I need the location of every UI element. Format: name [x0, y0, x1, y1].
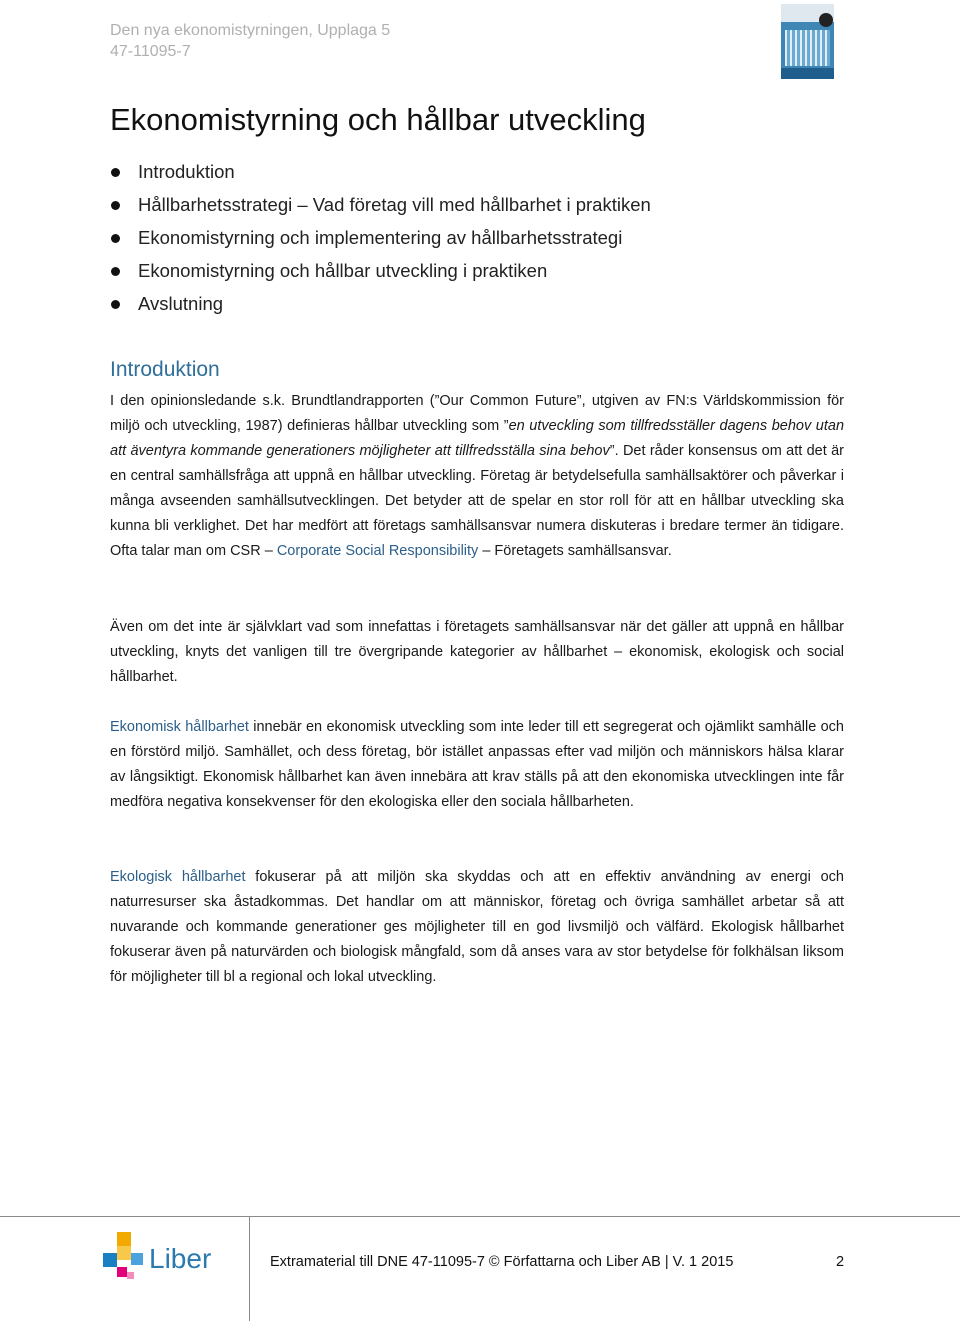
- cover-circle: [819, 13, 833, 27]
- bullet-icon: [111, 201, 120, 210]
- bullet-icon: [111, 168, 120, 177]
- intro-paragraph: [110, 389, 844, 564]
- economic-paragraph: [110, 715, 844, 815]
- topic-list: [110, 158, 651, 323]
- logo-wordmark: Liber: [149, 1243, 212, 1274]
- categories-paragraph: Även om det inte är självklart vad som innefattas i företagets samhällsansvar när det gäller att uppnå en hållbar utveckling, knyts det vanligen till tre övergripande kategorier av hållbarhet – ekonomisk, ekologisk och social hållbarhet.: [110, 619, 844, 685]
- text-run: innebär en ekonomisk utveckling som inte leder till ett segregerat och ojämlikt samhälle och en förstörd miljö. Samhället, och dess företag, bör istället anpassas efter vad miljön och människors hälsa klarar av långsiktigt. Ekonomisk hållbarhet kan även innebära att krav ställs på att den ekonomiska utvecklingen inte får medföra negativa konsekvenser för den ekologiska eller den sociala hållbarheten.: [110, 719, 844, 810]
- list-item: [110, 290, 651, 323]
- document-title: Ekonomistyrning och hållbar utveckling: [110, 102, 646, 137]
- page-number: 2: [836, 1254, 845, 1270]
- cover-pattern: [785, 30, 830, 66]
- definition-quote: en utveckling som tillfredsställer dagens behov utan att äventyra kommande generationers möjligheter att tillfredsställa sina behov: [110, 418, 845, 459]
- list-item: [110, 158, 651, 191]
- text-run: – Företagets samhällsansvar.: [478, 543, 672, 559]
- bullet-icon: [111, 267, 120, 276]
- ecological-paragraph: [110, 865, 844, 990]
- bullet-icon: [111, 234, 120, 243]
- list-item-label: Hållbarhetsstrategi – Vad företag vill med hållbarhet i praktiken: [138, 194, 651, 215]
- cover-bottom-band: [781, 68, 834, 79]
- list-item: [110, 191, 651, 224]
- ecological-term: Ekologisk hållbarhet: [110, 869, 246, 885]
- text-run: I den opinionsledande s.k. Brundtlandrapporten (”Our Common Future”, utgiven av FN:s Världskommission för miljö och utveckling, 1987) definieras hållbar utveckling som ”: [110, 393, 844, 434]
- running-header: [110, 20, 390, 62]
- book-cover-thumbnail: [781, 4, 834, 79]
- list-item-label: Ekonomistyrning och hållbar utveckling i praktiken: [138, 260, 548, 281]
- isbn: 47-11095-7: [110, 43, 191, 60]
- text-run: fokuserar på att miljön ska skyddas och att en effektiv användning av energi och naturresurser ska åstadkommas. Det handlar om att människor, företag och övriga samhället arbetar så att nuvarande och kommande generationer ges möjligheter till en god livsmiljö och välfärd. Ekologisk hållbarhet fokuserar även på naturvärden och biologisk mångfald, som då anses vara av stor betydelse för folkhälsan liksom för möjligheter till bl a regional och lokal utveckling.: [110, 869, 844, 985]
- list-item-label: Avslutning: [138, 293, 224, 314]
- list-item: [110, 224, 651, 257]
- footer-vertical-divider: [249, 1216, 250, 1321]
- footer-divider: [0, 1216, 960, 1217]
- csr-term: Corporate Social Responsibility: [276, 543, 479, 559]
- list-item: [110, 257, 651, 290]
- bullet-icon: [111, 300, 120, 309]
- footer-credit: Extramaterial till DNE 47-11095-7 © Författarna och Liber AB | V. 1 2015: [270, 1254, 734, 1270]
- list-item-label: Ekonomistyrning och implementering av hållbarhetsstrategi: [138, 227, 623, 248]
- list-item-label: Introduktion: [138, 161, 235, 182]
- text-run: ”. Det råder konsensus om att det är en central samhällsfråga att uppnå en hållbar utveckling. Företag är betydelsefulla samhällsaktörer och påverkar i många avseenden samhällsutvecklingen. Det betyder att de spelar en stor roll för att en hållbar utveckling ska kunna bli verklighet. Det har medfört att företags samhällsansvar numera diskuteras i bredare termer än tidigare. Ofta talar man om CSR –: [110, 443, 844, 559]
- book-title: Den nya ekonomistyrningen, Upplaga 5: [110, 22, 391, 39]
- section-heading: Introduktion: [110, 358, 220, 381]
- economic-term: Ekonomisk hållbarhet: [110, 719, 249, 735]
- liber-logo: [100, 1232, 210, 1284]
- logo-mark-icon: [100, 1232, 146, 1284]
